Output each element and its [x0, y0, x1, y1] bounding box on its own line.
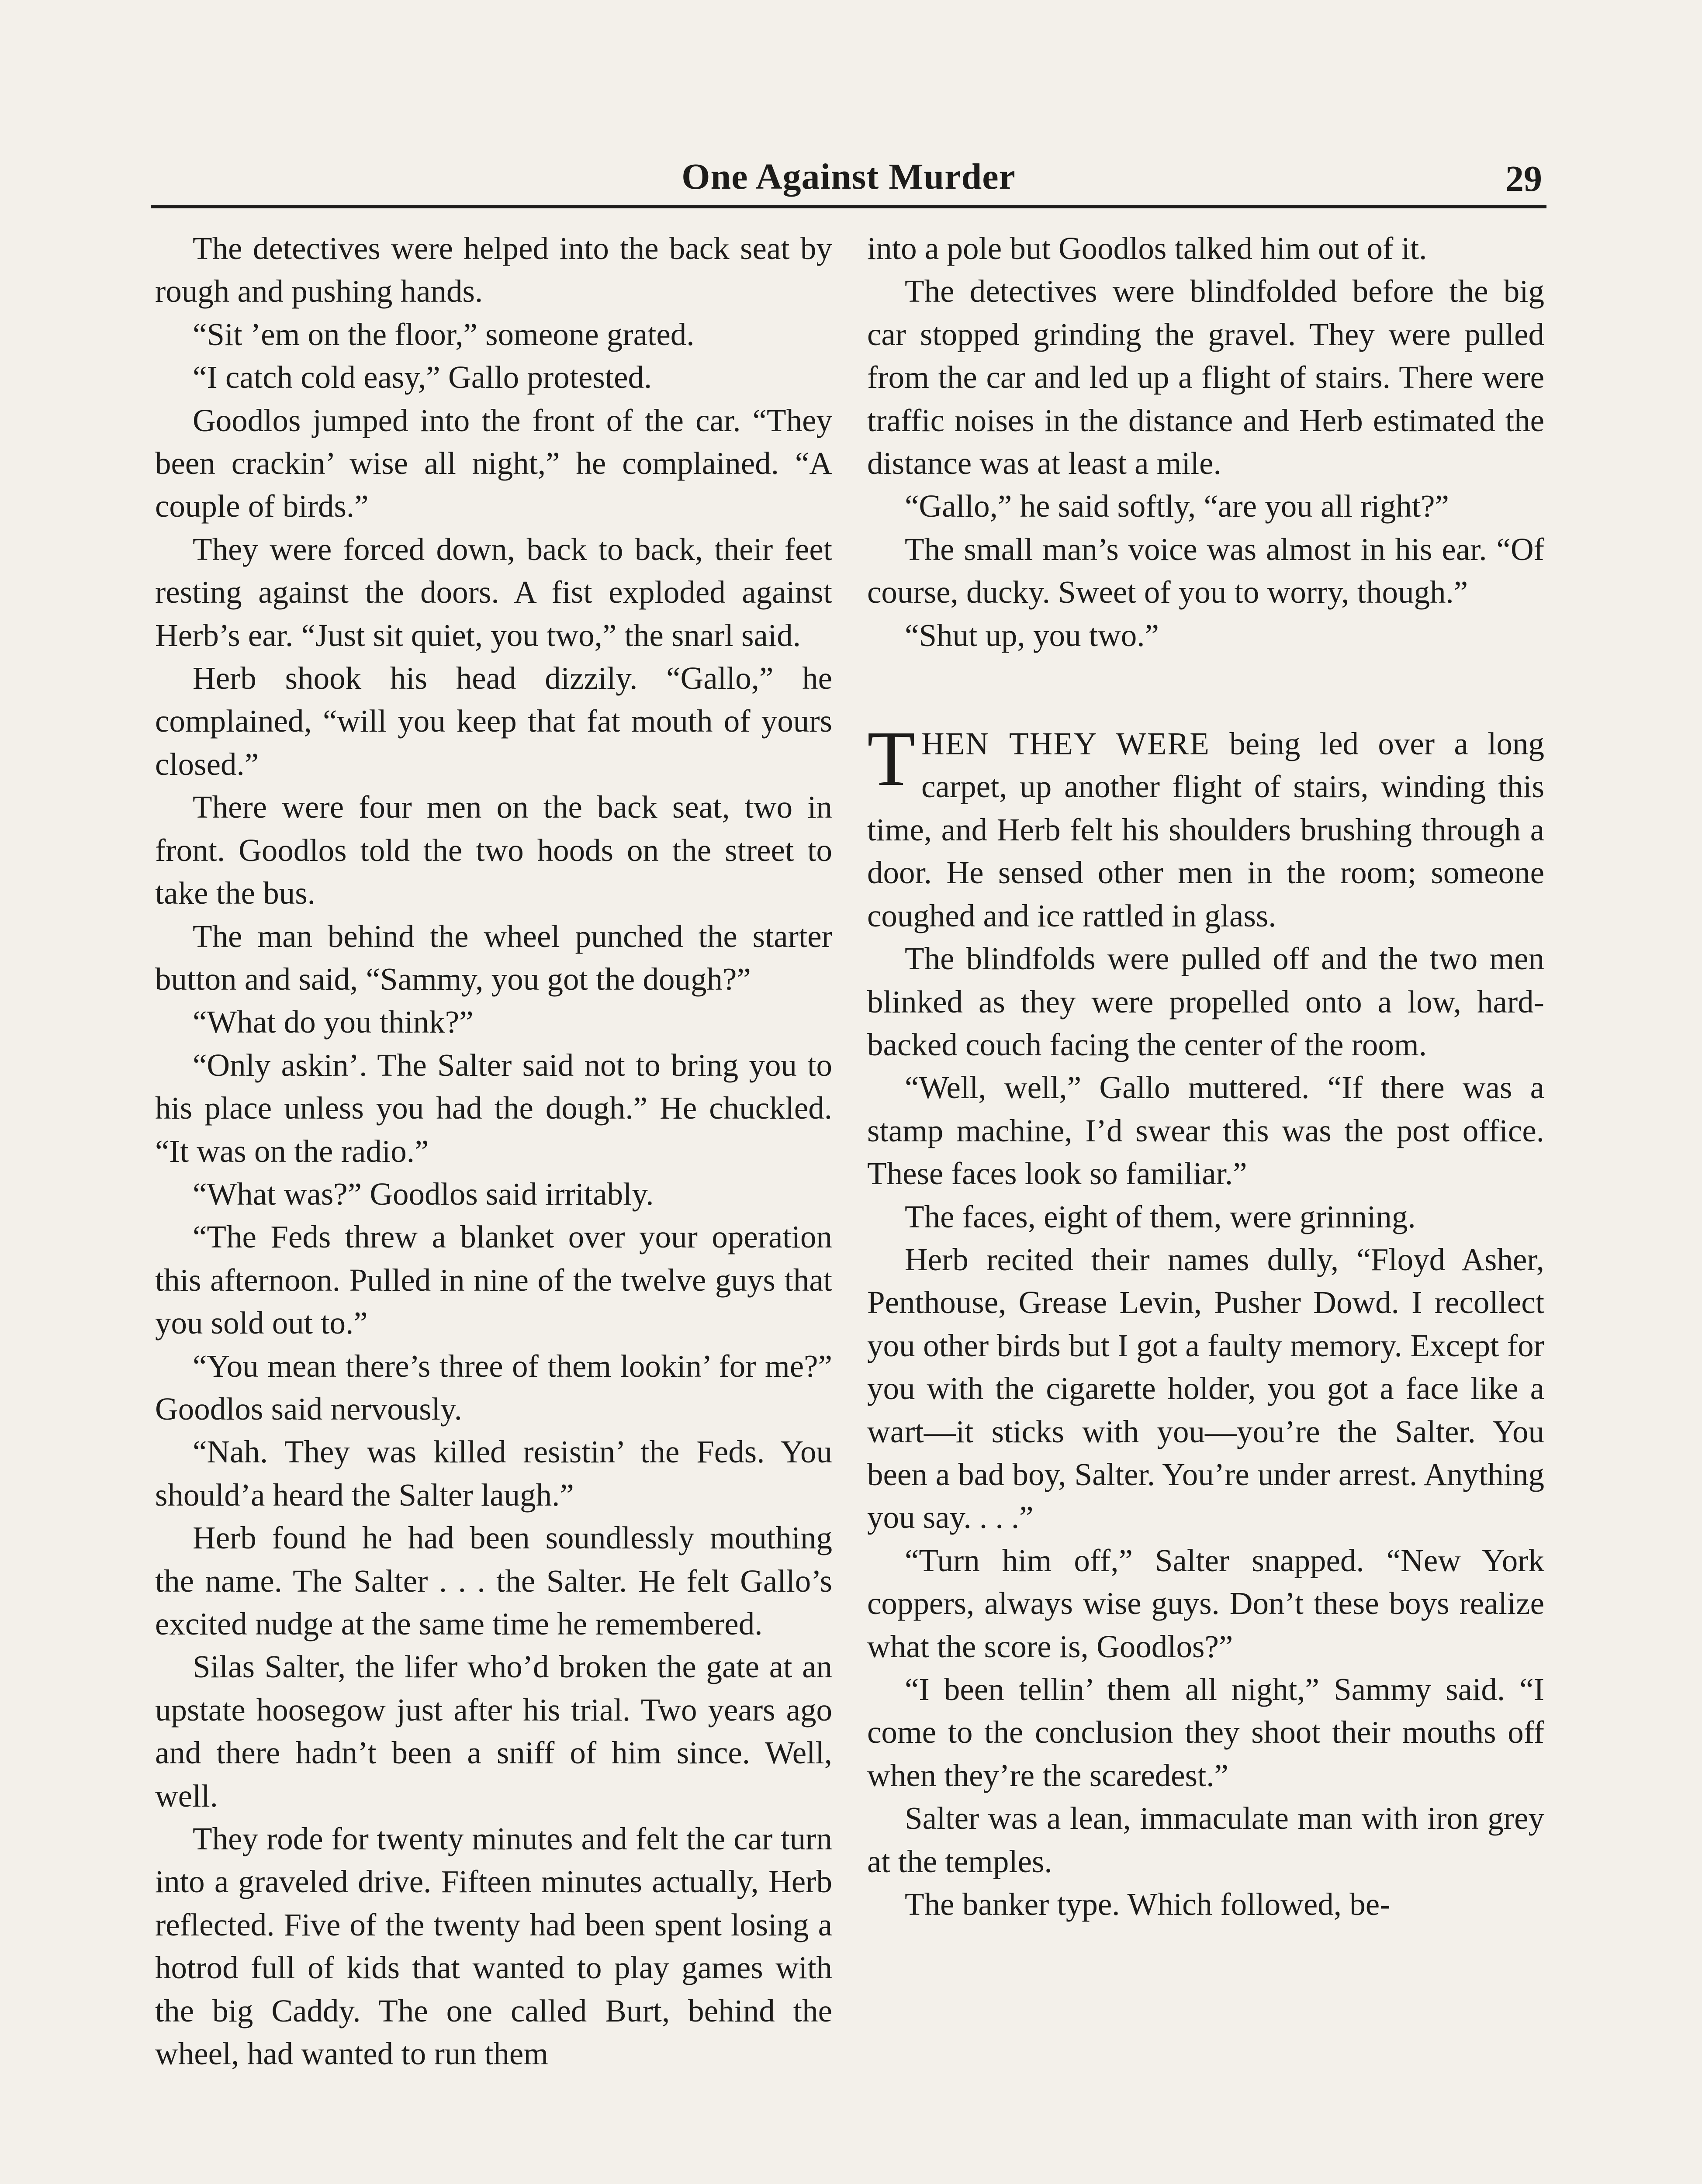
paragraph: They were forced down, back to back, their feet resting against the doors. A fist exploded against Herb’s ear. “Just sit quiet, you two,” the snarl said.: [155, 531, 832, 653]
paragraph: “Well, well,” Gallo muttered. “If there was a stamp machine, I’d swear this was the post office. These faces look so familiar.”: [867, 1070, 1544, 1192]
paragraph: “I catch cold easy,” Gallo protested.: [193, 359, 652, 395]
paragraph: “What was?” Goodlos said irritably.: [193, 1176, 654, 1212]
page-number: 29: [1505, 159, 1542, 199]
paragraph: The detectives were helped into the back seat by rough and pushing hands.: [155, 231, 832, 309]
paragraph: Goodlos jumped into the front of the car. “They been crackin’ wise all night,” he complained. “A couple of birds.”: [155, 402, 832, 524]
paragraph: Salter was a lean, immaculate man with iron grey at the temples.: [867, 1800, 1544, 1879]
paragraph: “Gallo,” he said softly, “are you all right?”: [905, 488, 1449, 524]
paragraph: “You mean there’s three of them lookin’ for me?” Goodlos said nervously.: [155, 1348, 832, 1427]
paragraph: The man behind the wheel punched the starter button and said, “Sammy, you got the dough?”: [155, 918, 832, 997]
paragraph: “Turn him off,” Salter snapped. “New York coppers, always wise guys. Don’t these boys realize what the score is, Goodlos?”: [867, 1542, 1544, 1664]
left-column: [155, 227, 832, 2075]
drop-cap: T: [867, 715, 915, 802]
continued-paragraph: into a pole but Goodlos talked him out of it.: [867, 231, 1427, 266]
section-opening-paragraph: [867, 715, 1545, 937]
section-lead-text: being led over a long carpet, up another flight of stairs, winding this time, and Herb felt his shoulders brushing through a door. He sensed other men in the room; someone coughed and ice rattled in glass.: [867, 726, 1545, 933]
paragraph: Herb recited their names dully, “Floyd Asher, Penthouse, Grease Levin, Pusher Dowd. I recollect you other birds but I got a faulty memory. Except for you with the cigarette holder, you got a face like a wart—it sticks with you—you’re the Salter. You been a bad boy, Salter. You’re under arrest. Anything you say. . . .”: [867, 1241, 1544, 1535]
paragraph: “I been tellin’ them all night,” Sammy said. “I come to the conclusion they shoot their mouths off when they’re the scaredest.”: [867, 1672, 1544, 1793]
paragraph: The small man’s voice was almost in his ear. “Of course, ducky. Sweet of you to worry, though.”: [867, 531, 1544, 610]
paragraph: “Only askin’. The Salter said not to bring you to his place unless you had the dough.” He chuckled. “It was on the radio.”: [155, 1047, 832, 1169]
paragraph: The detectives were blindfolded before the big car stopped grinding the gravel. They were pulled from the car and led up a flight of stairs. There were traffic noises in the distance and Herb estimated the distance was at least a mile.: [867, 273, 1544, 481]
paragraph: Silas Salter, the lifer who’d broken the gate at an upstate hoosegow just after his trial. Two years ago and there hadn’t been a sniff of him since. Well, well.: [155, 1649, 832, 1814]
paragraph: “What do you think?”: [193, 1004, 474, 1040]
paragraph: The banker type. Which followed, be-: [905, 1887, 1391, 1922]
paragraph: The faces, eight of them, were grinning.: [905, 1199, 1416, 1234]
paragraph: There were four men on the back seat, two in front. Goodlos told the two hoods on the street to take the bus.: [155, 789, 832, 911]
paragraph: The blindfolds were pulled off and the two men blinked as they were propelled onto a low, hard-backed couch facing the center of the room.: [867, 941, 1544, 1062]
paragraph: “Sit ’em on the floor,” someone grated.: [193, 316, 695, 352]
paragraph: “Nah. They was killed resistin’ the Feds. You should’a heard the Salter laugh.”: [155, 1434, 832, 1513]
paragraph: Herb shook his head dizzily. “Gallo,” he complained, “will you keep that fat mouth of yours closed.”: [155, 660, 832, 782]
running-header: [151, 149, 1546, 208]
section-lead-caps: HEN THEY WERE: [921, 726, 1210, 762]
paragraph: They rode for twenty minutes and felt the car turn into a graveled drive. Fifteen minutes actually, Herb reflected. Five of the twenty had been spent losing a hotrod full of kids that wanted to play games with the big Caddy. The one called Burt, behind the wheel, had wanted to run them: [155, 1821, 832, 2072]
right-column: [867, 227, 1544, 1926]
story-title: One Against Murder: [681, 156, 1016, 197]
paragraph: Herb found he had been soundlessly mouthing the name. The Salter . . . the Salter. He felt Gallo’s excited nudge at the same time he remembered.: [155, 1520, 832, 1641]
paragraph: “The Feds threw a blanket over your operation this afternoon. Pulled in nine of the twelve guys that you sold out to.”: [155, 1219, 832, 1341]
paragraph: “Shut up, you two.”: [905, 617, 1159, 653]
